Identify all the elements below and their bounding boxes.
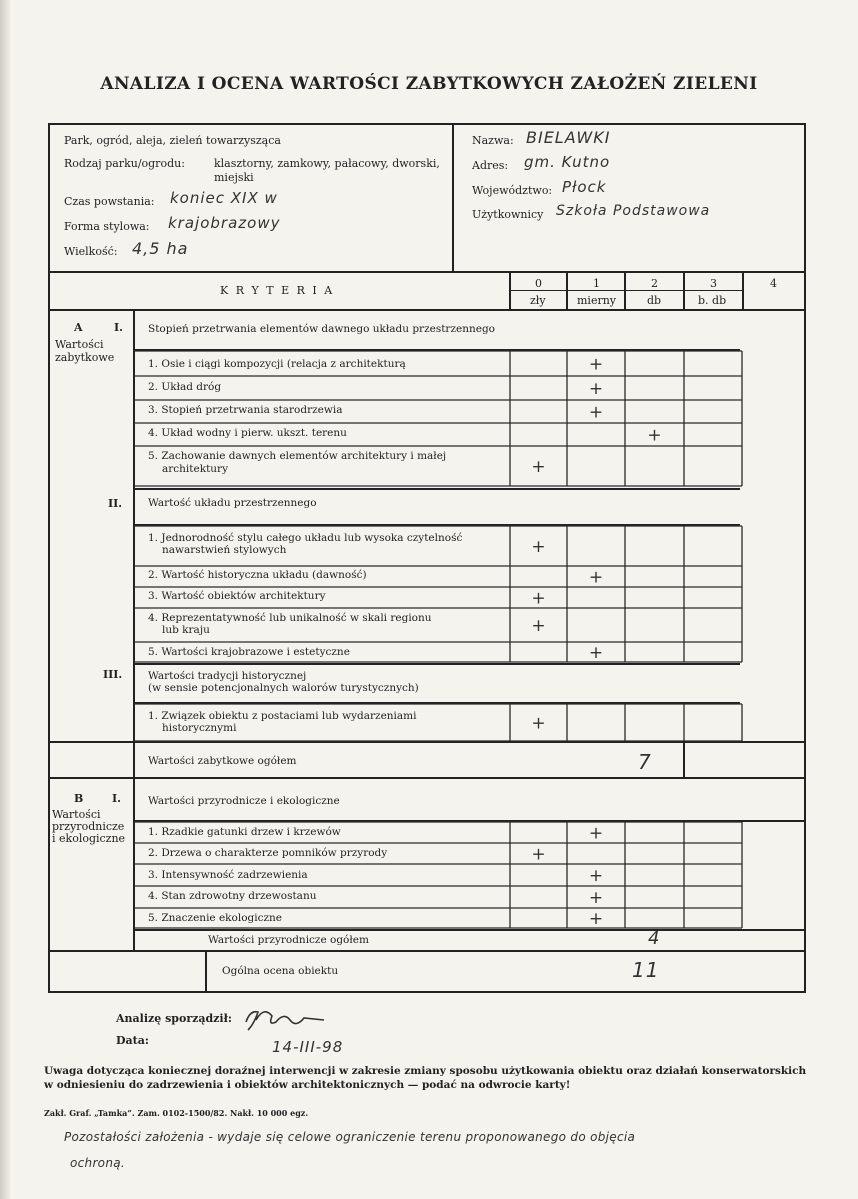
a1-title: Stopień przetrwania elementów dawnego układu przestrzennego bbox=[148, 323, 495, 335]
kryteria-bottom-line bbox=[49, 309, 805, 311]
a3-title: Wartości tradycji historycznej bbox=[148, 670, 307, 682]
a1-row-3: 3. Stopień przetrwania starodrzewia bbox=[148, 404, 343, 416]
kryteria-label: K R Y T E R I A bbox=[220, 284, 335, 297]
score-mark-8: + bbox=[531, 616, 546, 636]
score-name-1: mierny bbox=[577, 294, 617, 307]
section-a-letter: A bbox=[74, 321, 83, 334]
header-bottom-line bbox=[49, 271, 805, 273]
a3-row-1b: historycznymi bbox=[162, 722, 237, 734]
score-3: 3 bbox=[710, 277, 717, 290]
a2-row-5: 5. Wartości krajobrazowe i estetyczne bbox=[148, 646, 350, 658]
b1-title-line bbox=[134, 820, 805, 822]
park-type-label: Park, ogród, aleja, zieleń towarzysząca bbox=[64, 134, 281, 147]
score-mark-7: + bbox=[531, 588, 546, 609]
overall-label: Ogólna ocena obiektu bbox=[222, 965, 339, 977]
section-a-roman: I. bbox=[114, 321, 123, 334]
score-name-2: db bbox=[647, 294, 662, 307]
a1-row-5: 5. Zachowanie dawnych elementów architektury i małej bbox=[148, 450, 447, 462]
header-divider bbox=[452, 124, 454, 272]
b1-title: Wartości przyrodnicze i ekologiczne bbox=[148, 795, 340, 807]
data-label: Data: bbox=[116, 1034, 149, 1047]
b1-row-1: 1. Rzadkie gatunki drzew i krzewów bbox=[148, 826, 341, 838]
b-total-value: 4 bbox=[648, 928, 661, 949]
wojewodztwo-label: Województwo: bbox=[472, 184, 553, 197]
score-mark-5: + bbox=[531, 537, 546, 557]
section-b-letter: B bbox=[74, 792, 84, 805]
a1-row-2: 2. Układ dróg bbox=[148, 381, 222, 393]
a1-title-line bbox=[134, 349, 740, 351]
a2-row-3: 3. Wartość obiektów architektury bbox=[148, 590, 326, 602]
uwaga-note-2: w odniesieniu do zadrzewienia i obiektów architektonicznych — podać na odwrocie karty! bbox=[44, 1079, 571, 1091]
czas-value: koniec XIX w bbox=[170, 189, 278, 207]
document-title: ANALIZA I OCENA WARTOŚCI ZABYTKOWYCH ZAŁOŻEŃ ZIELENI bbox=[100, 74, 758, 94]
col-line-1 bbox=[566, 273, 568, 310]
score-mark-4: + bbox=[531, 457, 546, 477]
b1-row-5: 5. Znaczenie ekologiczne bbox=[148, 912, 283, 924]
score-mark-0: + bbox=[588, 354, 604, 375]
rodzaj-options: klasztorny, zamkowy, pałacowy, dworski, bbox=[214, 157, 440, 170]
a2-row-1: 1. Jednorodność stylu całego układu lub wysoka czytelność bbox=[148, 532, 463, 544]
nazwa-value: BIELAWKI bbox=[526, 128, 611, 147]
a2-row-4b: lub kraju bbox=[162, 624, 210, 636]
score-mark-2: + bbox=[588, 402, 604, 423]
col-line-4 bbox=[742, 273, 744, 310]
rodzaj-options-2: miejski bbox=[214, 171, 254, 184]
a-total-top-line bbox=[134, 741, 805, 743]
uzytkownicy-label: Użytkownicy bbox=[472, 208, 544, 221]
adres-label: Adres: bbox=[472, 159, 509, 172]
score-name-0: zły bbox=[530, 294, 546, 307]
a2-top-line bbox=[134, 488, 740, 490]
wojewodztwo-value: Płock bbox=[562, 178, 607, 196]
score-mark-9: + bbox=[588, 643, 604, 663]
col-line-0 bbox=[509, 273, 511, 310]
a2-title: Wartość układu przestrzennego bbox=[148, 497, 317, 509]
overall-value: 11 bbox=[632, 958, 660, 982]
forma-value: krajobrazowy bbox=[168, 214, 281, 232]
a1-row-4: 4. Układ wodny i pierw. ukszt. terenu bbox=[148, 427, 347, 439]
score-mid-line bbox=[510, 290, 742, 291]
b1-row-2: 2. Drzewa o charakterze pomników przyrody bbox=[148, 847, 388, 859]
section-b-roman: I. bbox=[112, 792, 121, 805]
a2-row-4: 4. Reprezentatywność lub unikalność w skali regionu bbox=[148, 612, 432, 624]
a1-row-1: 1. Osie i ciągi kompozycji (relacja z architekturą bbox=[148, 358, 406, 370]
score-mark-1: + bbox=[588, 379, 604, 399]
score-mark-15: + bbox=[588, 909, 604, 929]
section-a-name: Wartości zabytkowe bbox=[55, 338, 115, 364]
b-total-top-line bbox=[134, 929, 805, 931]
print-info: Zakł. Graf. „Tamka”. Zam. 0102-1500/82. Nakł. 10 000 egz. bbox=[44, 1108, 309, 1118]
a3-top-line bbox=[134, 663, 740, 665]
hand-note: Pozostałości założenia - wydaje się celowe ograniczenie terenu proponowanego do objęcia bbox=[64, 1130, 636, 1144]
score-mark-13: + bbox=[588, 866, 604, 886]
score-2: 2 bbox=[651, 277, 658, 290]
b-total-label: Wartości przyrodnicze ogółem bbox=[208, 934, 369, 946]
section-a3-roman: III. bbox=[103, 668, 123, 681]
a-label-bottom bbox=[49, 741, 134, 743]
rodzaj-label: Rodzaj parku/ogrodu: bbox=[64, 157, 185, 170]
a3-title-2: (w sensie potencjonalnych walorów turystycznych) bbox=[148, 682, 419, 694]
wielkosc-label: Wielkość: bbox=[64, 245, 118, 258]
a2-row-2: 2. Wartość historyczna układu (dawność) bbox=[148, 569, 367, 581]
forma-label: Forma stylowa: bbox=[64, 220, 150, 233]
a-total-divider bbox=[683, 742, 685, 777]
score-mark-14: + bbox=[588, 888, 604, 908]
score-4: 4 bbox=[770, 277, 777, 290]
col-line-2 bbox=[624, 273, 626, 310]
a-total-value: 7 bbox=[638, 750, 652, 774]
overall-left-line bbox=[205, 951, 207, 992]
left-column-line bbox=[133, 310, 135, 950]
score-mark-6: + bbox=[588, 567, 604, 588]
a3-row-1: 1. Związek obiektu z postaciami lub wydarzeniami bbox=[148, 710, 417, 722]
score-1: 1 bbox=[593, 277, 600, 290]
wielkosc-value: 4,5 ha bbox=[132, 239, 189, 258]
uzytkownicy-value: Szkoła Podstawowa bbox=[556, 203, 711, 219]
score-mark-12: + bbox=[531, 844, 546, 865]
b-total-bottom-line bbox=[49, 950, 805, 952]
b1-row-4: 4. Stan zdrowotny drzewostanu bbox=[148, 890, 317, 902]
czas-label: Czas powstania: bbox=[64, 195, 155, 208]
score-mark-10: + bbox=[531, 713, 546, 734]
section-b-top-line bbox=[49, 777, 805, 779]
section-b-name: Wartości przyrodnicze i ekologiczne bbox=[52, 808, 126, 845]
analiza-label: Analizę sporządził: bbox=[116, 1012, 232, 1025]
a3-title-line bbox=[134, 702, 740, 704]
col-line-3 bbox=[683, 273, 685, 310]
hand-note-2: ochroną. bbox=[70, 1156, 125, 1170]
score-0: 0 bbox=[535, 277, 542, 290]
a2-title-line bbox=[134, 524, 740, 526]
b1-row-3: 3. Intensywność zadrzewienia bbox=[148, 869, 308, 881]
a2-row-1b: nawarstwień stylowych bbox=[162, 544, 287, 556]
a1-row-5b: architektury bbox=[162, 463, 229, 475]
score-name-3: b. db bbox=[698, 294, 727, 307]
adres-value: gm. Kutno bbox=[524, 153, 611, 171]
a-total-label: Wartości zabytkowe ogółem bbox=[148, 755, 297, 767]
score-mark-11: + bbox=[588, 823, 604, 844]
nazwa-label: Nazwa: bbox=[472, 134, 514, 147]
score-mark-3: + bbox=[647, 425, 662, 446]
binding-edge bbox=[0, 0, 10, 1199]
data-value: 14-III-98 bbox=[272, 1038, 344, 1056]
section-a2-roman: II. bbox=[108, 497, 123, 510]
uwaga-note: Uwaga dotycząca koniecznej doraźnej interwencji w zakresie zmiany sposobu użytkowania obiektu oraz działań konserwatorskich bbox=[44, 1065, 807, 1077]
signature bbox=[240, 1002, 330, 1036]
